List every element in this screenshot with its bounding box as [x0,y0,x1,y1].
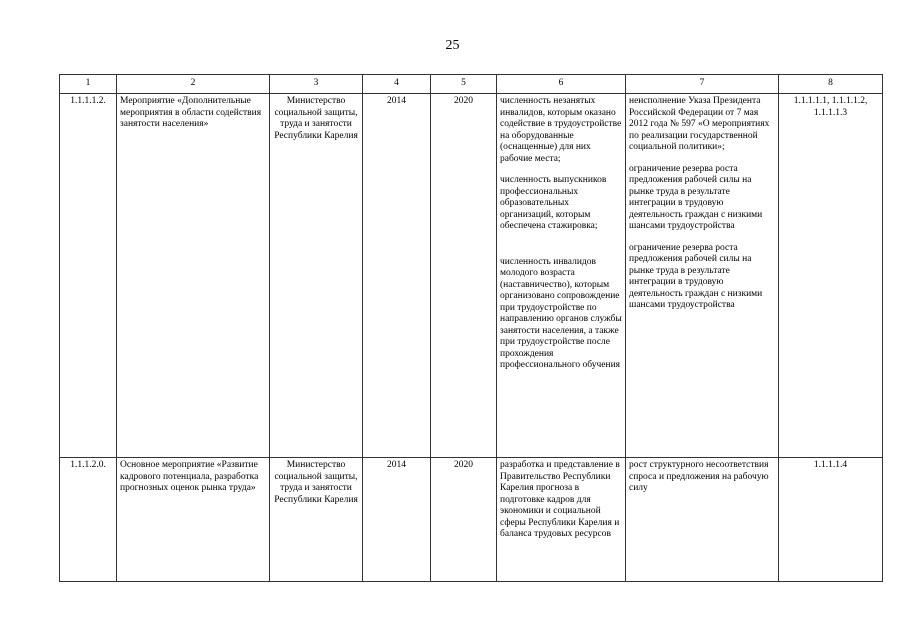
row-measure-name: Мероприятие «Дополнительные мероприятия в области содействия занятости населения» [117,94,270,458]
row-executor: Министерство социальной защиты, труда и занятости Республики Карелия [270,458,363,582]
column-header-2: 2 [117,75,270,94]
column-header-3: 3 [270,75,363,94]
table-row [60,94,883,458]
row-expected-results [497,458,626,582]
result-item: численность незанятых инвалидов, которым оказано содействие в трудоустройстве на оборудованные (оснащенные) для них рабочие места; [500,96,622,164]
consequence-item: ограничение резерва роста предложения рабочей силы на рынке труда в результате интеграции в трудовую деятельность граждан с низкими шансами трудоустройства [629,242,763,310]
row-indicators: 1.1.1.1.1, 1.1.1.1.2, 1.1.1.1.3 [779,94,883,458]
consequence-item: неисполнение Указа Президента Российской Федерации от 7 мая 2012 года № 597 «О мероприятиях по реализации государственной социальной политики»; [629,96,770,152]
row-end-year: 2020 [431,458,497,582]
row-indicators: 1.1.1.1.4 [779,458,883,582]
column-header-8: 8 [779,75,883,94]
row-expected-results [497,94,626,458]
row-consequences [626,458,779,582]
row-code: 1.1.1.1.2. [60,94,117,458]
consequence-item: рост структурного несоответствия спроса и предложения на рабочую силу [629,460,769,493]
measures-table [59,74,883,582]
row-start-year: 2014 [363,458,431,582]
result-item: численность инвалидов молодого возраста (наставничество), которым организовано сопровождение при трудоустройстве по направлению органов службы занятости населения, а также при трудоустройстве после прохождения профессионального обучения [500,256,622,370]
page-number: 25 [445,38,460,53]
column-header-7: 7 [626,75,779,94]
header-row [60,75,883,94]
consequence-item: ограничение резерва роста предложения рабочей силы на рынке труда в результате интеграции в трудовую деятельность граждан с низкими шансами трудоустройства [629,163,763,231]
row-code: 1.1.1.2.0. [60,458,117,582]
row-end-year: 2020 [431,94,497,458]
table-row [60,458,883,582]
column-header-6: 6 [497,75,626,94]
result-item: разработка и представление в Правительство Республики Карелия прогноза в подготовке кадров для экономики и социальной сферы Республики Карелия и баланса трудовых ресурсов [500,460,620,539]
row-consequences [626,94,779,458]
row-measure-name: Основное мероприятие «Развитие кадрового потенциала, разработка прогнозных оценок рынка труда» [117,458,270,582]
row-executor: Министерство социальной защиты, труда и занятости Республики Карелия [270,94,363,458]
column-header-4: 4 [363,75,431,94]
result-item: численность выпускников профессиональных образовательных организаций, которым обеспечена стажировка; [500,175,607,231]
column-header-5: 5 [431,75,497,94]
row-start-year: 2014 [363,94,431,458]
column-header-1: 1 [60,75,117,94]
